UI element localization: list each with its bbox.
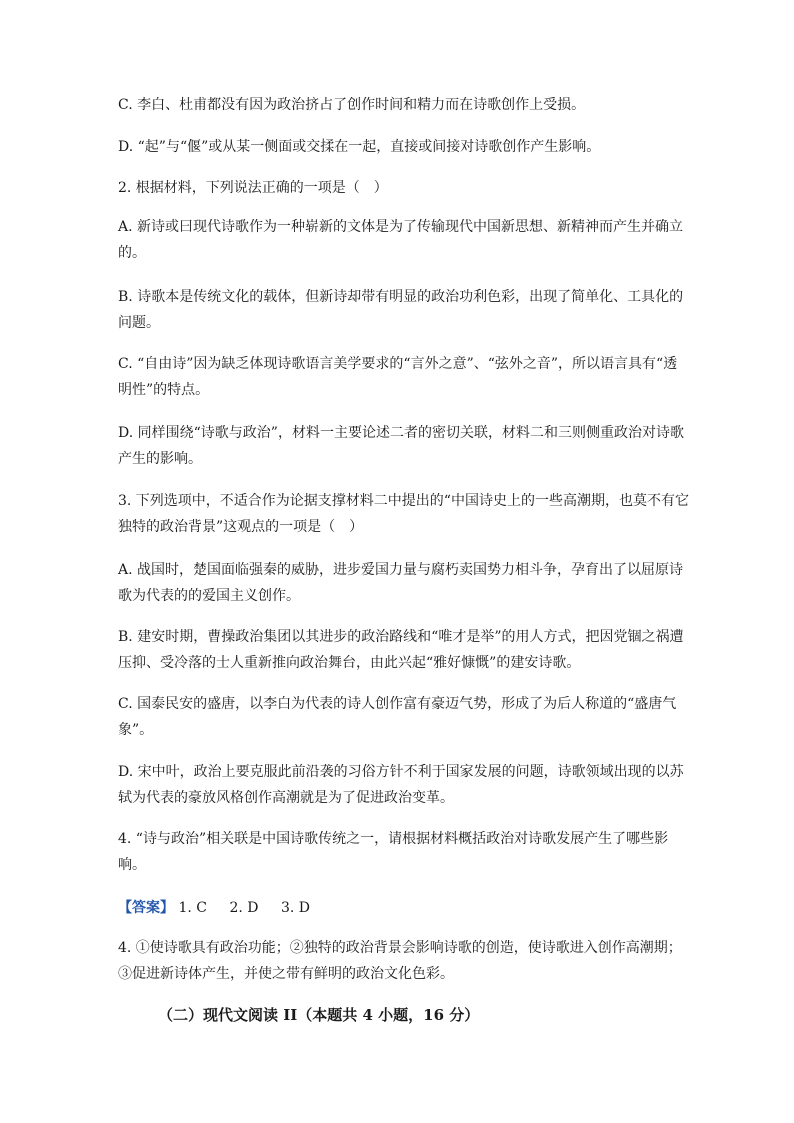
answer-label: 【答案】 xyxy=(118,900,174,916)
q1-option-c: C. 李白、杜甫都没有因为政治挤占了创作时间和精力而在诗歌创作上受损。 xyxy=(118,97,586,113)
section-title: （二）现代文阅读 II（本题共 4 小题，16 分） xyxy=(158,1006,480,1024)
answer-1: 1. C xyxy=(178,900,207,916)
answer-3: 3. D xyxy=(280,900,310,916)
q3-option-c: C. 国泰民安的盛唐，以李白为代表的诗人创作富有豪迈气势，形成了为后人称道的“盛唐气象”。 xyxy=(118,696,677,738)
q2-option-a: A. 新诗或曰现代诗歌作为一种崭新的文体是为了传输现代中国新思想、新精神而产生并确立的。 xyxy=(118,219,684,261)
q3-stem: 3. 下列选项中，不适合作为论据支撑材料二中提出的“中国诗史上的一些高潮期，也莫不有它独特的政治背景”这观点的一项是（ ） xyxy=(118,493,689,535)
answer-2: 2. D xyxy=(229,900,259,916)
q2-stem: 2. 根据材料，下列说法正确的一项是（ ） xyxy=(118,180,388,196)
q2-option-c: C. “自由诗”因为缺乏体现诗歌语言美学要求的“言外之意”、“弦外之音”，所以语言具有“透明性”的特点。 xyxy=(118,356,678,398)
q3-option-a: A. 战国时，楚国面临强秦的威胁，进步爱国力量与腐朽卖国势力相斗争，孕育出了以屈原诗歌为代表的的爱国主义创作。 xyxy=(118,562,684,604)
q2-option-b: B. 诗歌本是传统文化的载体，但新诗却带有明显的政治功利色彩，出现了简单化、工具化的问题。 xyxy=(118,289,684,331)
answer-4: 4. ①使诗歌具有政治功能；②独特的政治背景会影响诗歌的创造，使诗歌进入创作高潮期；③促进新诗体产生，并使之带有鲜明的政治文化色彩。 xyxy=(118,940,682,982)
answer-line xyxy=(118,895,690,921)
q3-option-b: B. 建安时期，曹操政治集团以其进步的政治路线和“唯才是举”的用人方式，把因党锢之祸遭压抑、受冷落的士人重新推向政治舞台，由此兴起“雅好慷慨”的建安诗歌。 xyxy=(118,629,684,671)
q4-stem: 4. “诗与政治”相关联是中国诗歌传统之一，请根据材料概括政治对诗歌发展产生了哪些影响。 xyxy=(118,831,669,873)
q3-option-d: D. 宋中叶，政治上要克服此前沿袭的习俗方针不利于国家发展的问题，诗歌领域出现的以苏轼为代表的豪放风格创作高潮就是为了促进政治变革。 xyxy=(118,764,684,806)
q2-option-d: D. 同样围绕“诗歌与政治”，材料一主要论述二者的密切关联，材料二和三则侧重政治对诗歌产生的影响。 xyxy=(118,425,684,467)
q1-option-d: D. “起”与“偃”或从某一侧面或交揉在一起，直接或间接对诗歌创作产生影响。 xyxy=(118,139,601,155)
